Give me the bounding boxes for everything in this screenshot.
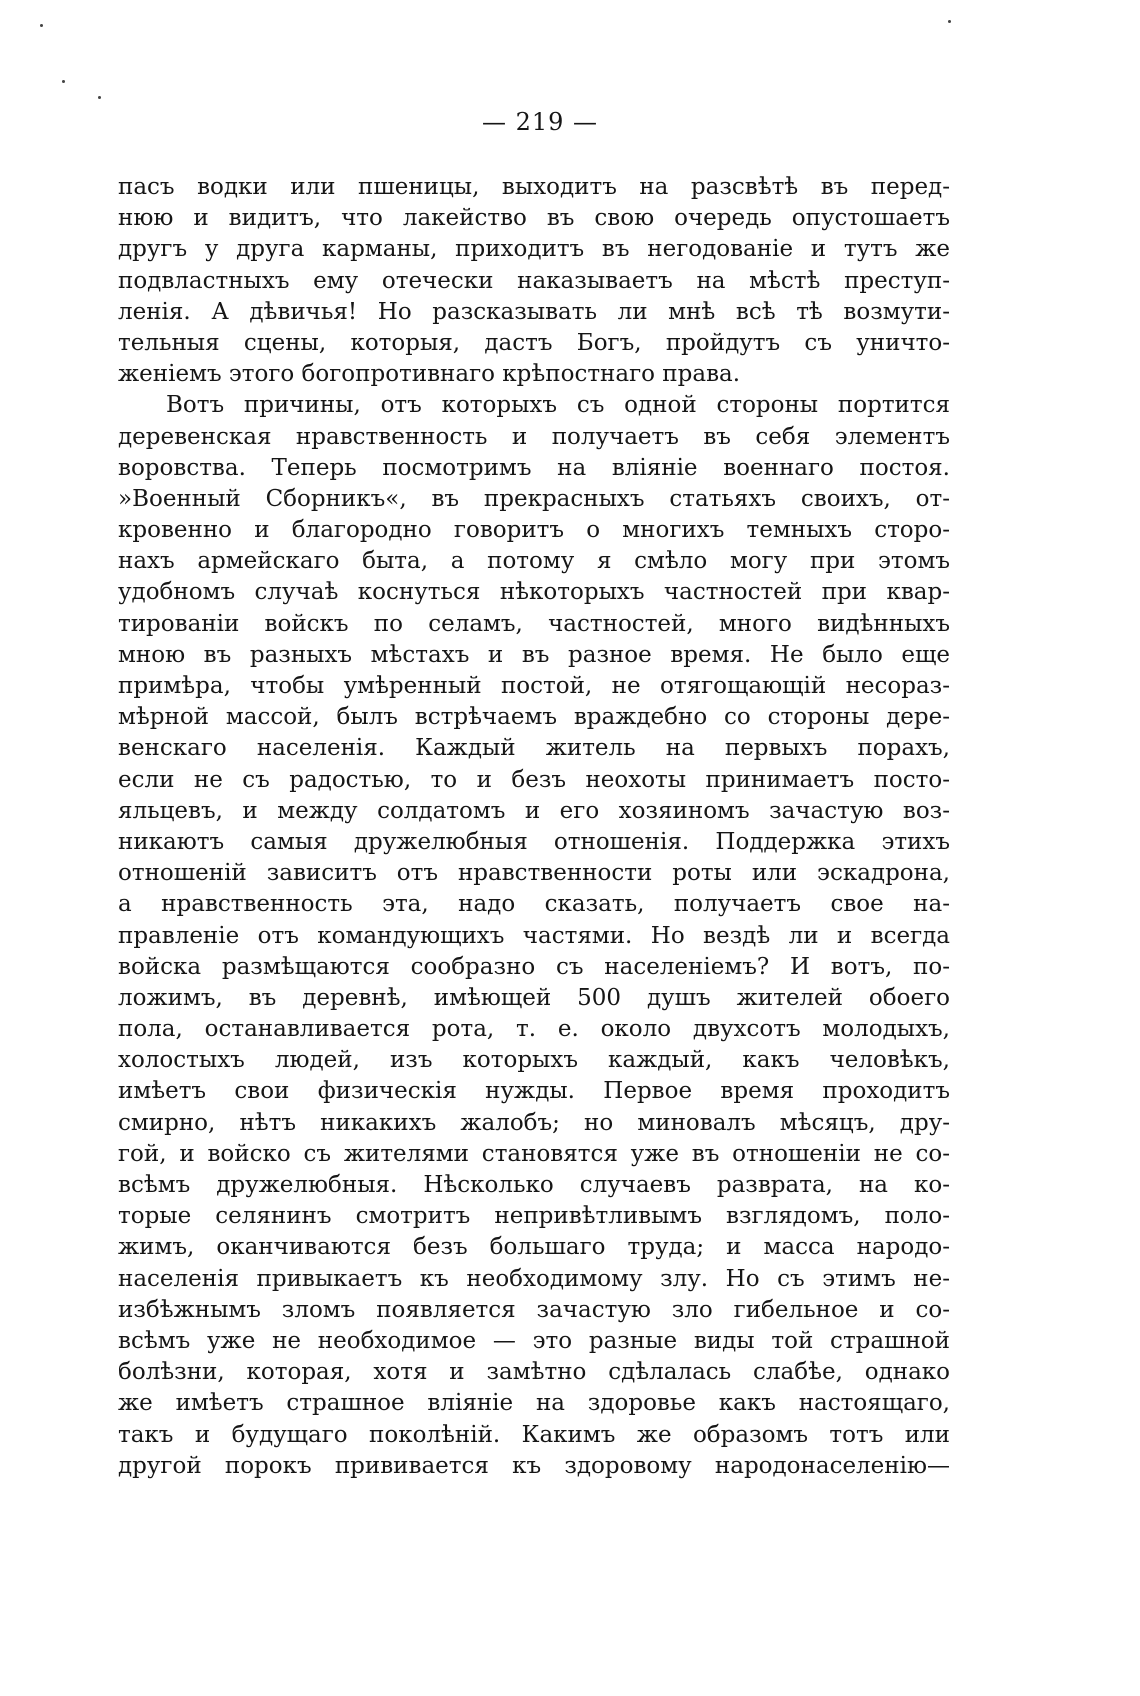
text-line: воровства. Теперь посмотримъ на вліяніе военнаго постоя. xyxy=(118,454,950,481)
text-line: правленіе отъ командующихъ частями. Но вездѣ ли и всегда xyxy=(118,922,950,949)
scan-speck xyxy=(62,80,65,83)
text-line: избѣжнымъ зломъ появляется зачастую зло гибельное и со- xyxy=(118,1296,950,1323)
text-line: удобномъ случаѣ коснуться нѣкоторыхъ частностей при квар- xyxy=(118,579,950,606)
text-line: смирно, нѣтъ никакихъ жалобъ; но миновалъ мѣсяцъ, дру- xyxy=(118,1109,950,1136)
text-line: гой, и войско съ жителями становятся уже въ отношеніи не со- xyxy=(118,1140,950,1167)
text-line: тельныя сцены, которыя, дастъ Богъ, пройдутъ съ уничто- xyxy=(118,329,950,356)
text-line: никаютъ самыя дружелюбныя отношенія. Поддержка этихъ xyxy=(118,828,950,855)
text-line: нахъ армейскаго быта, а потому я смѣло могу при этомъ xyxy=(118,548,950,575)
text-line: другой порокъ прививается къ здоровому народонаселенію— xyxy=(118,1452,950,1479)
text-line: такъ и будущаго поколѣній. Какимъ же образомъ тотъ или xyxy=(118,1421,950,1448)
text-line: деревенская нравственность и получаетъ въ себя элементъ xyxy=(118,423,950,450)
text-line: другъ у друга карманы, приходитъ въ негодованіе и тутъ же xyxy=(118,236,950,263)
text-line: если не съ радостью, то и безъ неохоты принимаетъ посто- xyxy=(118,766,950,793)
text-line: торые селянинъ смотритъ непривѣтливымъ взглядомъ, поло- xyxy=(118,1203,950,1230)
scan-speck xyxy=(948,20,951,23)
text-line: болѣзни, которая, хотя и замѣтно сдѣлалась слабѣе, однако xyxy=(118,1359,950,1386)
paragraph-end-line: женіемъ этого богопротивнаго крѣпостнаго права. xyxy=(118,361,741,388)
body-text xyxy=(118,172,950,1482)
text-line: мѣрной массой, былъ встрѣчаемъ враждебно со стороны дере- xyxy=(118,704,950,731)
text-line: тированіи войскъ по селамъ, частностей, много видѣнныхъ xyxy=(118,610,950,637)
scan-speck xyxy=(98,96,101,99)
text-line: имѣетъ свои физическія нужды. Первое время проходитъ xyxy=(118,1078,950,1105)
text-line: войска размѣщаются сообразно съ населеніемъ? И вотъ, по- xyxy=(118,953,950,980)
scan-speck xyxy=(40,24,43,27)
text-line: а нравственность эта, надо сказать, получаетъ свое на- xyxy=(118,891,950,918)
text-line: населенія привыкаетъ къ необходимому злу. Но съ этимъ не- xyxy=(118,1265,950,1292)
text-line: всѣмъ дружелюбныя. Нѣсколько случаевъ разврата, на ко- xyxy=(118,1172,950,1198)
text-line: венскаго населенія. Каждый житель на первыхъ порахъ, xyxy=(118,735,950,762)
text-line: всѣмъ уже не необходимое — это разные виды той страшной xyxy=(118,1327,950,1354)
text-line: подвластныхъ ему отечески наказываетъ на мѣстѣ преступ- xyxy=(118,267,950,294)
paragraph-start-line: Вотъ причины, отъ которыхъ съ одной стороны портится xyxy=(166,392,950,419)
text-line: холостыхъ людей, изъ которыхъ каждый, какъ человѣкъ, xyxy=(118,1047,950,1074)
text-line: ленія. А дѣвичья! Но разсказывать ли мнѣ всѣ тѣ возмути- xyxy=(118,298,950,325)
text-line: жимъ, оканчиваются безъ большаго труда; и масса народо- xyxy=(118,1234,950,1261)
text-line: пасъ водки или пшеницы, выходитъ на разсвѣтѣ въ перед- xyxy=(118,174,950,200)
text-line: пола, останавливается рота, т. е. около двухсотъ молодыхъ, xyxy=(118,1016,950,1043)
text-line: ложимъ, въ деревнѣ, имѣющей 500 душъ жителей обоего xyxy=(118,984,950,1011)
text-line: кровенно и благородно говоритъ о многихъ темныхъ сторо- xyxy=(118,517,950,544)
text-line: нюю и видитъ, что лакейство въ свою очередь опустошаетъ xyxy=(118,205,950,232)
page-number: — 219 — xyxy=(481,108,599,136)
text-line: »Военный Сборникъ«, въ прекрасныхъ статьяхъ своихъ, от- xyxy=(118,485,950,512)
text-line: же имѣетъ страшное вліяніе на здоровье какъ настоящаго, xyxy=(118,1390,950,1417)
text-line: мною въ разныхъ мѣстахъ и въ разное время. Не было еще xyxy=(118,641,950,668)
text-line: отношеній зависитъ отъ нравственности роты или эскадрона, xyxy=(118,860,950,887)
text-line: яльцевъ, и между солдатомъ и его хозяиномъ зачастую воз- xyxy=(118,797,950,824)
text-line: примѣра, чтобы умѣренный постой, не отягощающій несораз- xyxy=(118,673,950,699)
